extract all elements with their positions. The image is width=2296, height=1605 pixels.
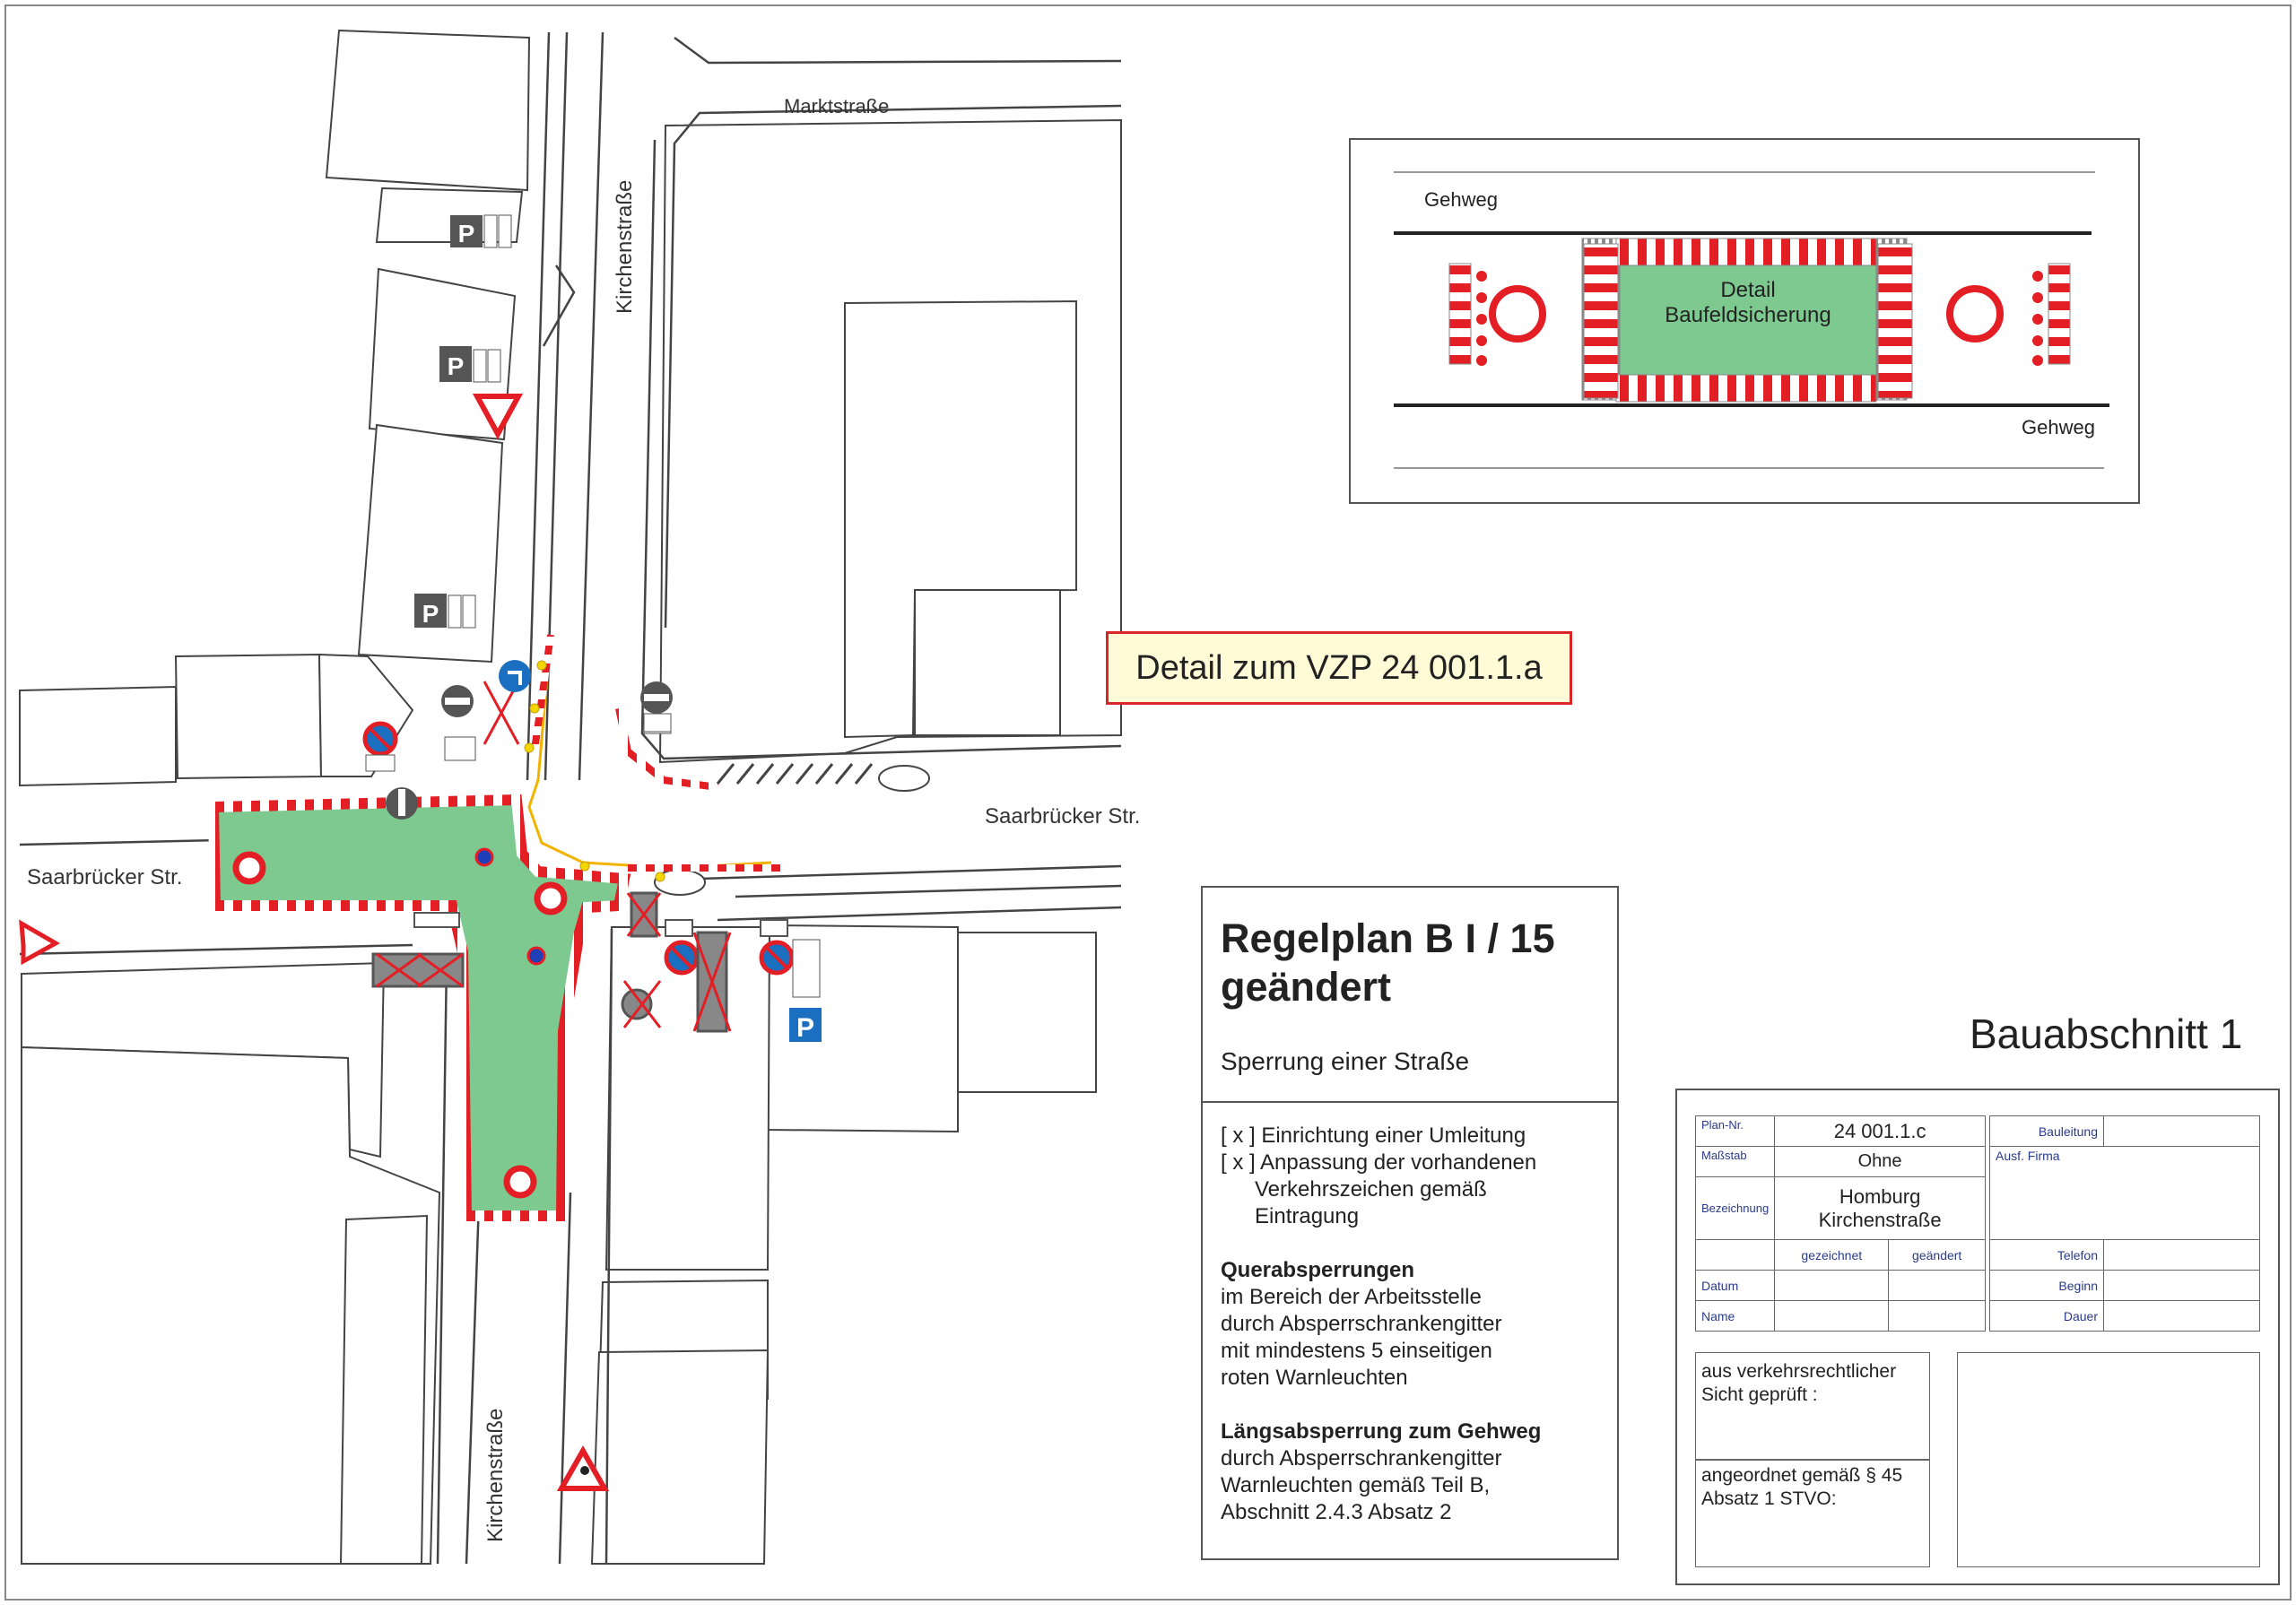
- datum-geaendert-cell[interactable]: [1889, 1271, 1986, 1301]
- legend-quer-line2: durch Absperrschrankengitter: [1221, 1312, 1502, 1336]
- roadworks-sign-icon: [22, 924, 56, 961]
- svg-text:P: P: [447, 352, 465, 380]
- street-label-kirchenstrasse-south: Kirchenstraße: [483, 1408, 508, 1542]
- legend-item2-cont2: Eintragung: [1255, 1204, 1360, 1228]
- legend-item1-prefix: [ x ]: [1221, 1124, 1256, 1148]
- legend-quer-line4: roten Warnleuchten: [1221, 1366, 1408, 1390]
- buildings: [20, 30, 1121, 1564]
- legend-laengs-heading: Längsabsperrung zum Gehweg: [1221, 1419, 1542, 1444]
- plan-nr-value: 24 001.1.c: [1775, 1116, 1986, 1147]
- street-label-marktstrasse: Marktstraße: [784, 95, 890, 117]
- stamp-box[interactable]: [1957, 1352, 2260, 1567]
- legend-item2-text: Anpassung der vorhandenen: [1260, 1150, 1537, 1175]
- bauleitung-label: Bauleitung: [1990, 1116, 2104, 1147]
- direction-sign-icon: [665, 920, 692, 936]
- telefon-label: Telefon: [1990, 1240, 2104, 1271]
- dauer-label: Dauer: [1990, 1301, 2104, 1332]
- datum-gezeichnet-cell[interactable]: [1775, 1271, 1889, 1301]
- angeordnet-line1: angeordnet gemäß § 45: [1701, 1465, 1903, 1486]
- turn-left-sign-icon: [499, 660, 531, 692]
- legend-quer-line3: mit mindestens 5 einseitigen: [1221, 1339, 1492, 1363]
- street-label-saarbruecker-east: Saarbrücker Str.: [985, 804, 1141, 829]
- legend-item2-cont1: Verkehrszeichen gemäß: [1255, 1177, 1487, 1202]
- massstab-label: Maßstab: [1696, 1147, 1775, 1177]
- legend-body: [1221, 1123, 1606, 1553]
- parking-sign-icon: [414, 594, 475, 628]
- approval-divider: [1696, 1459, 1929, 1461]
- beginn-value[interactable]: [2104, 1271, 2260, 1301]
- geaendert-label: geändert: [1889, 1240, 1986, 1271]
- bicycle-sign-icon: [445, 714, 671, 760]
- empty-cell: [1696, 1240, 1775, 1271]
- telefon-value[interactable]: [2104, 1240, 2260, 1271]
- svg-text:P: P: [457, 220, 475, 247]
- legend-laengs-line2: Warnleuchten gemäß Teil B,: [1221, 1473, 1491, 1497]
- parking-sign-icon: [789, 1008, 822, 1043]
- dauer-value[interactable]: [2104, 1301, 2260, 1332]
- street-label-saarbruecker-west: Saarbrücker Str.: [27, 865, 183, 889]
- direction-sign-icon: [761, 920, 787, 936]
- legend-item2-prefix: [ x ]: [1221, 1150, 1256, 1175]
- name-label: Name: [1696, 1301, 1775, 1332]
- bezeichnung-value-line2: Kirchenstraße: [1818, 1208, 1942, 1231]
- gehweg-top-label: Gehweg: [1424, 188, 1498, 211]
- no-stopping-sign-icon: [365, 724, 396, 771]
- gepruft-text: [1701, 1360, 1896, 1407]
- approval-box: [1695, 1352, 1930, 1567]
- bezeichnung-value-line1: Homburg: [1839, 1184, 1921, 1208]
- bauleitung-value[interactable]: [2104, 1116, 2260, 1147]
- street-label-kirchenstrasse-north: Kirchenstraße: [613, 179, 637, 314]
- legend-quer-section: [1221, 1257, 1606, 1392]
- legend-subtitle: Sperrung einer Straße: [1221, 1047, 1470, 1075]
- no-entry-sign-icon: [386, 787, 418, 820]
- direction-sign-icon: [414, 913, 459, 927]
- parking-sign-icon: [439, 346, 500, 382]
- no-entry-sign-icon: [441, 681, 518, 744]
- legend-laengs-section: [1221, 1418, 1606, 1526]
- bezeichnung-label: Bezeichnung: [1696, 1177, 1775, 1240]
- beginn-label: Beginn: [1990, 1271, 2104, 1301]
- zebra-crossing: [718, 764, 872, 784]
- bauabschnitt-label: Bauabschnitt 1: [1970, 1011, 2243, 1057]
- traffic-island: [879, 766, 929, 791]
- title-block: [1675, 1089, 2280, 1585]
- datum-label: Datum: [1696, 1271, 1775, 1301]
- contractor-table: [1989, 1115, 2260, 1332]
- svg-text:P: P: [796, 1013, 815, 1043]
- legend-title: [1221, 915, 1555, 1011]
- legend-title-line2: geändert: [1221, 964, 1392, 1010]
- svg-text:P: P: [422, 600, 439, 628]
- legend-items: [1221, 1123, 1606, 1230]
- detail-inset: [1349, 138, 2140, 504]
- gepruft-line1: aus verkehrsrechtlicher: [1701, 1361, 1897, 1382]
- legend-laengs-line3: Abschnitt 2.4.3 Absatz 2: [1221, 1500, 1452, 1524]
- legend-divider: [1203, 1101, 1617, 1103]
- legend-item1-text: Einrichtung einer Umleitung: [1261, 1124, 1526, 1148]
- gezeichnet-label: gezeichnet: [1775, 1240, 1889, 1271]
- massstab-value: Ohne: [1775, 1147, 1986, 1177]
- gehweg-bottom-label: Gehweg: [2022, 416, 2095, 438]
- legend-laengs-line1: durch Absperrschrankengitter: [1221, 1446, 1502, 1471]
- detail-reference-label: Detail zum VZP 24 001.1.a: [1106, 631, 1572, 705]
- name-gezeichnet-cell[interactable]: [1775, 1301, 1889, 1332]
- ausf-firma-label: Ausf. Firma: [1990, 1147, 2260, 1240]
- parking-sign-icon: [450, 215, 511, 247]
- gepruft-line2: Sicht geprüft :: [1701, 1384, 1818, 1405]
- legend-quer-heading: Querabsperrungen: [1221, 1258, 1415, 1282]
- name-geaendert-cell[interactable]: [1889, 1301, 1986, 1332]
- detail-center-label-line1: Detail: [1720, 278, 1776, 302]
- no-stopping-sign-icon: [666, 942, 697, 973]
- legend-box: [1201, 886, 1619, 1560]
- detail-center-label: [1620, 278, 1876, 328]
- angeordnet-line2: Absatz 1 STVO:: [1701, 1488, 1837, 1509]
- angeordnet-text: [1701, 1464, 1902, 1511]
- plan-nr-label: Plan-Nr.: [1696, 1116, 1775, 1147]
- plan-info-table: [1695, 1115, 1986, 1332]
- bezeichnung-value: [1775, 1177, 1986, 1240]
- legend-quer-line1: im Bereich der Arbeitsstelle: [1221, 1285, 1482, 1309]
- detail-center-label-line2: Baufeldsicherung: [1665, 303, 1831, 327]
- legend-title-line1: Regelplan B I / 15: [1221, 915, 1555, 961]
